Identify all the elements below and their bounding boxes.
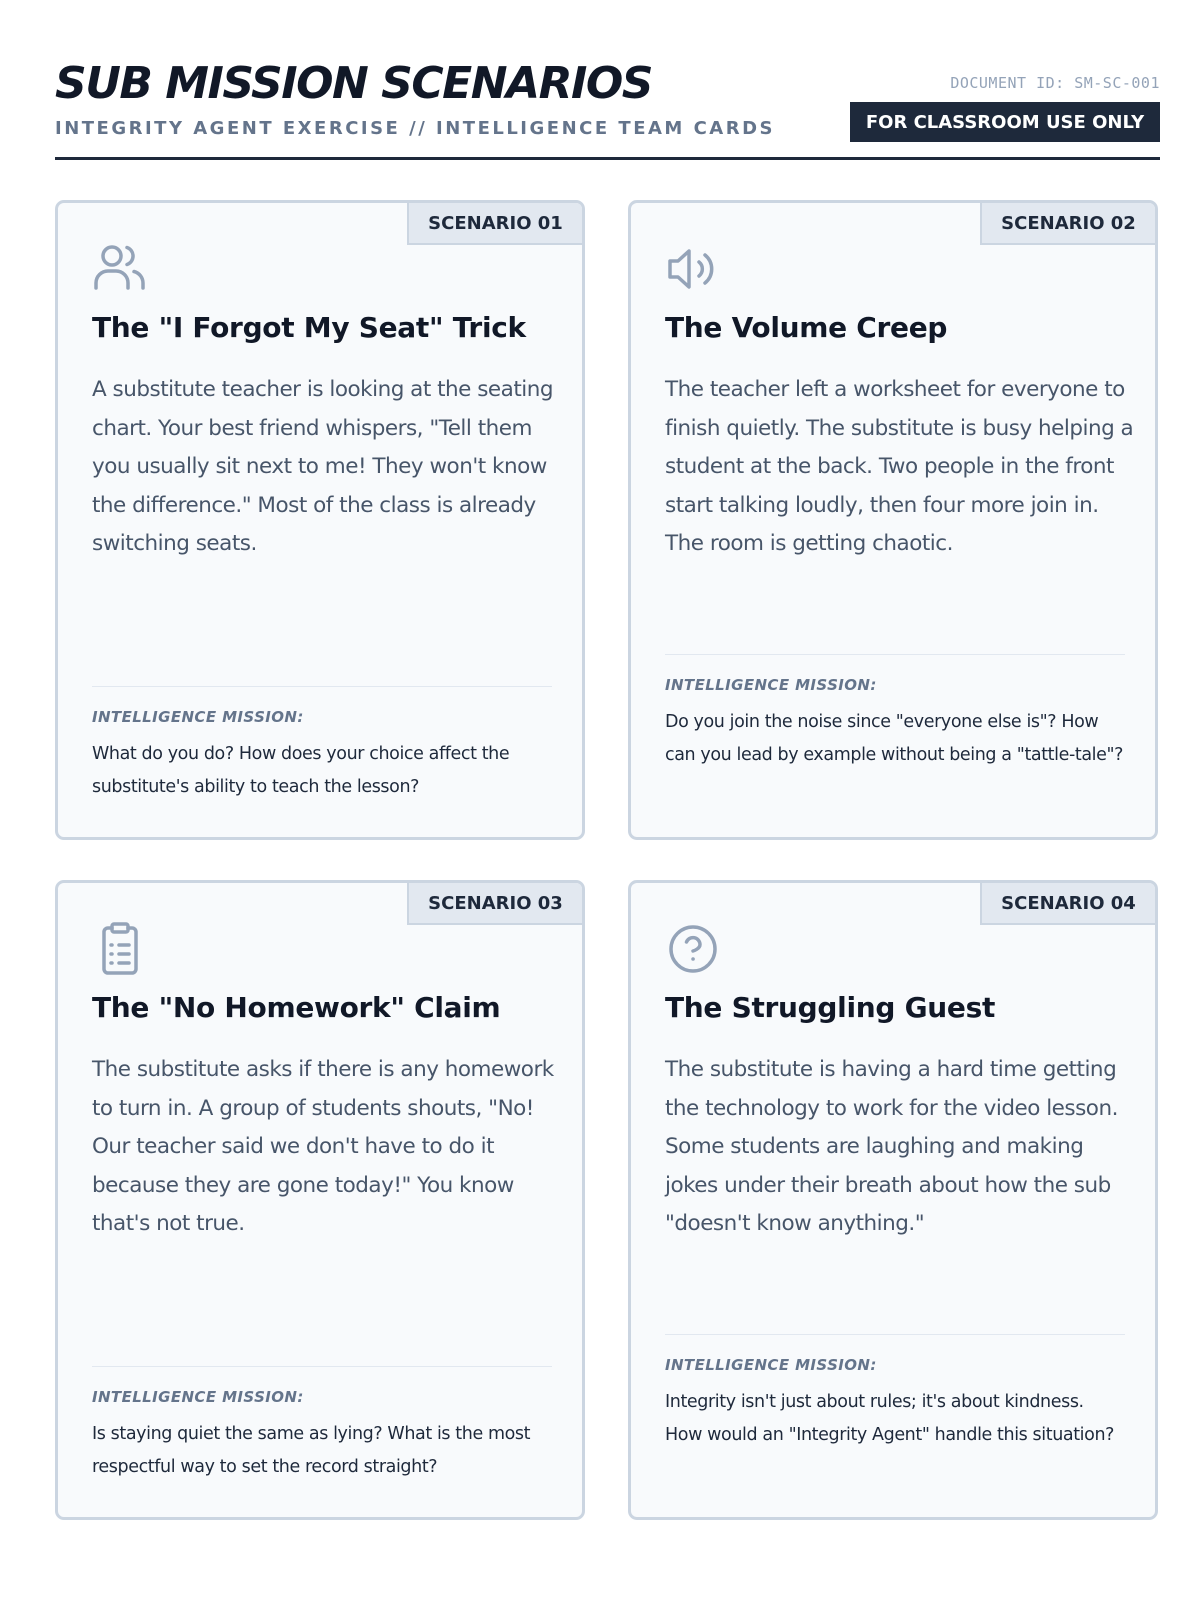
document-id: DOCUMENT ID: SM-SC-001 [950,74,1160,92]
mission-question: What do you do? How does your choice affect the substitute's ability to teach the lesson? [92,744,510,797]
page-subtitle: INTEGRITY AGENT EXERCISE // INTELLIGENCE TEAM CARDS [55,118,776,139]
mission-label: INTELLIGENCE MISSION: [92,708,304,726]
users-icon [92,241,148,297]
scenario-tag: SCENARIO 02 [980,203,1155,245]
intelligence-mission [92,1366,552,1483]
scenario-title: The Struggling Guest [665,991,996,1024]
scenario-description: The teacher left a worksheet for everyone to finish quietly. The substitute is busy helping a student at the back. Two people in the front start talking loudly, then four more join in. The room is getting chaotic. [665,377,1134,556]
page-header [55,50,1160,160]
scenario-card-04 [628,880,1158,1520]
clipboard-list-icon [92,921,148,977]
scenario-description: The substitute is having a hard time getting the technology to work for the video lesson. Some students are laughing and making jokes under their breath about how the sub "doesn't know anything." [665,1057,1118,1236]
speaker-icon [665,241,721,297]
intelligence-mission [665,654,1125,771]
scenario-card-02 [628,200,1158,840]
scenario-title: The Volume Creep [665,311,948,344]
mission-question: Is staying quiet the same as lying? What is the most respectful way to set the record straight? [92,1424,531,1477]
scenario-tag: SCENARIO 03 [407,883,582,925]
mission-question: Integrity isn't just about rules; it's about kindness. How would an "Integrity Agent" handle this situation? [665,1392,1115,1445]
classroom-use-badge: FOR CLASSROOM USE ONLY [850,102,1160,142]
mission-label: INTELLIGENCE MISSION: [665,676,877,694]
scenario-tag: SCENARIO 04 [980,883,1155,925]
scenario-description: A substitute teacher is looking at the seating chart. Your best friend whispers, "Tell them you usually sit next to me! They won't know the difference." Most of the class is already switching seats. [92,377,554,556]
mission-label: INTELLIGENCE MISSION: [92,1388,304,1406]
mission-question: Do you join the noise since "everyone else is"? How can you lead by example without being a "tattle-tale"? [665,712,1124,765]
scenario-title: The "I Forgot My Seat" Trick [92,311,526,344]
page-title: SUB MISSION SCENARIOS [55,58,652,109]
mission-label: INTELLIGENCE MISSION: [665,1356,877,1374]
scenario-description: The substitute asks if there is any homework to turn in. A group of students shouts, "No! Our teacher said we don't have to do it because they are gone today!" You know that's not true. [92,1057,554,1236]
scenario-tag: SCENARIO 01 [407,203,582,245]
scenario-card-01 [55,200,585,840]
scenario-title: The "No Homework" Claim [92,991,501,1024]
intelligence-mission [92,686,552,803]
intelligence-mission [665,1334,1125,1451]
scenario-card-03 [55,880,585,1520]
question-circle-icon [665,921,721,977]
